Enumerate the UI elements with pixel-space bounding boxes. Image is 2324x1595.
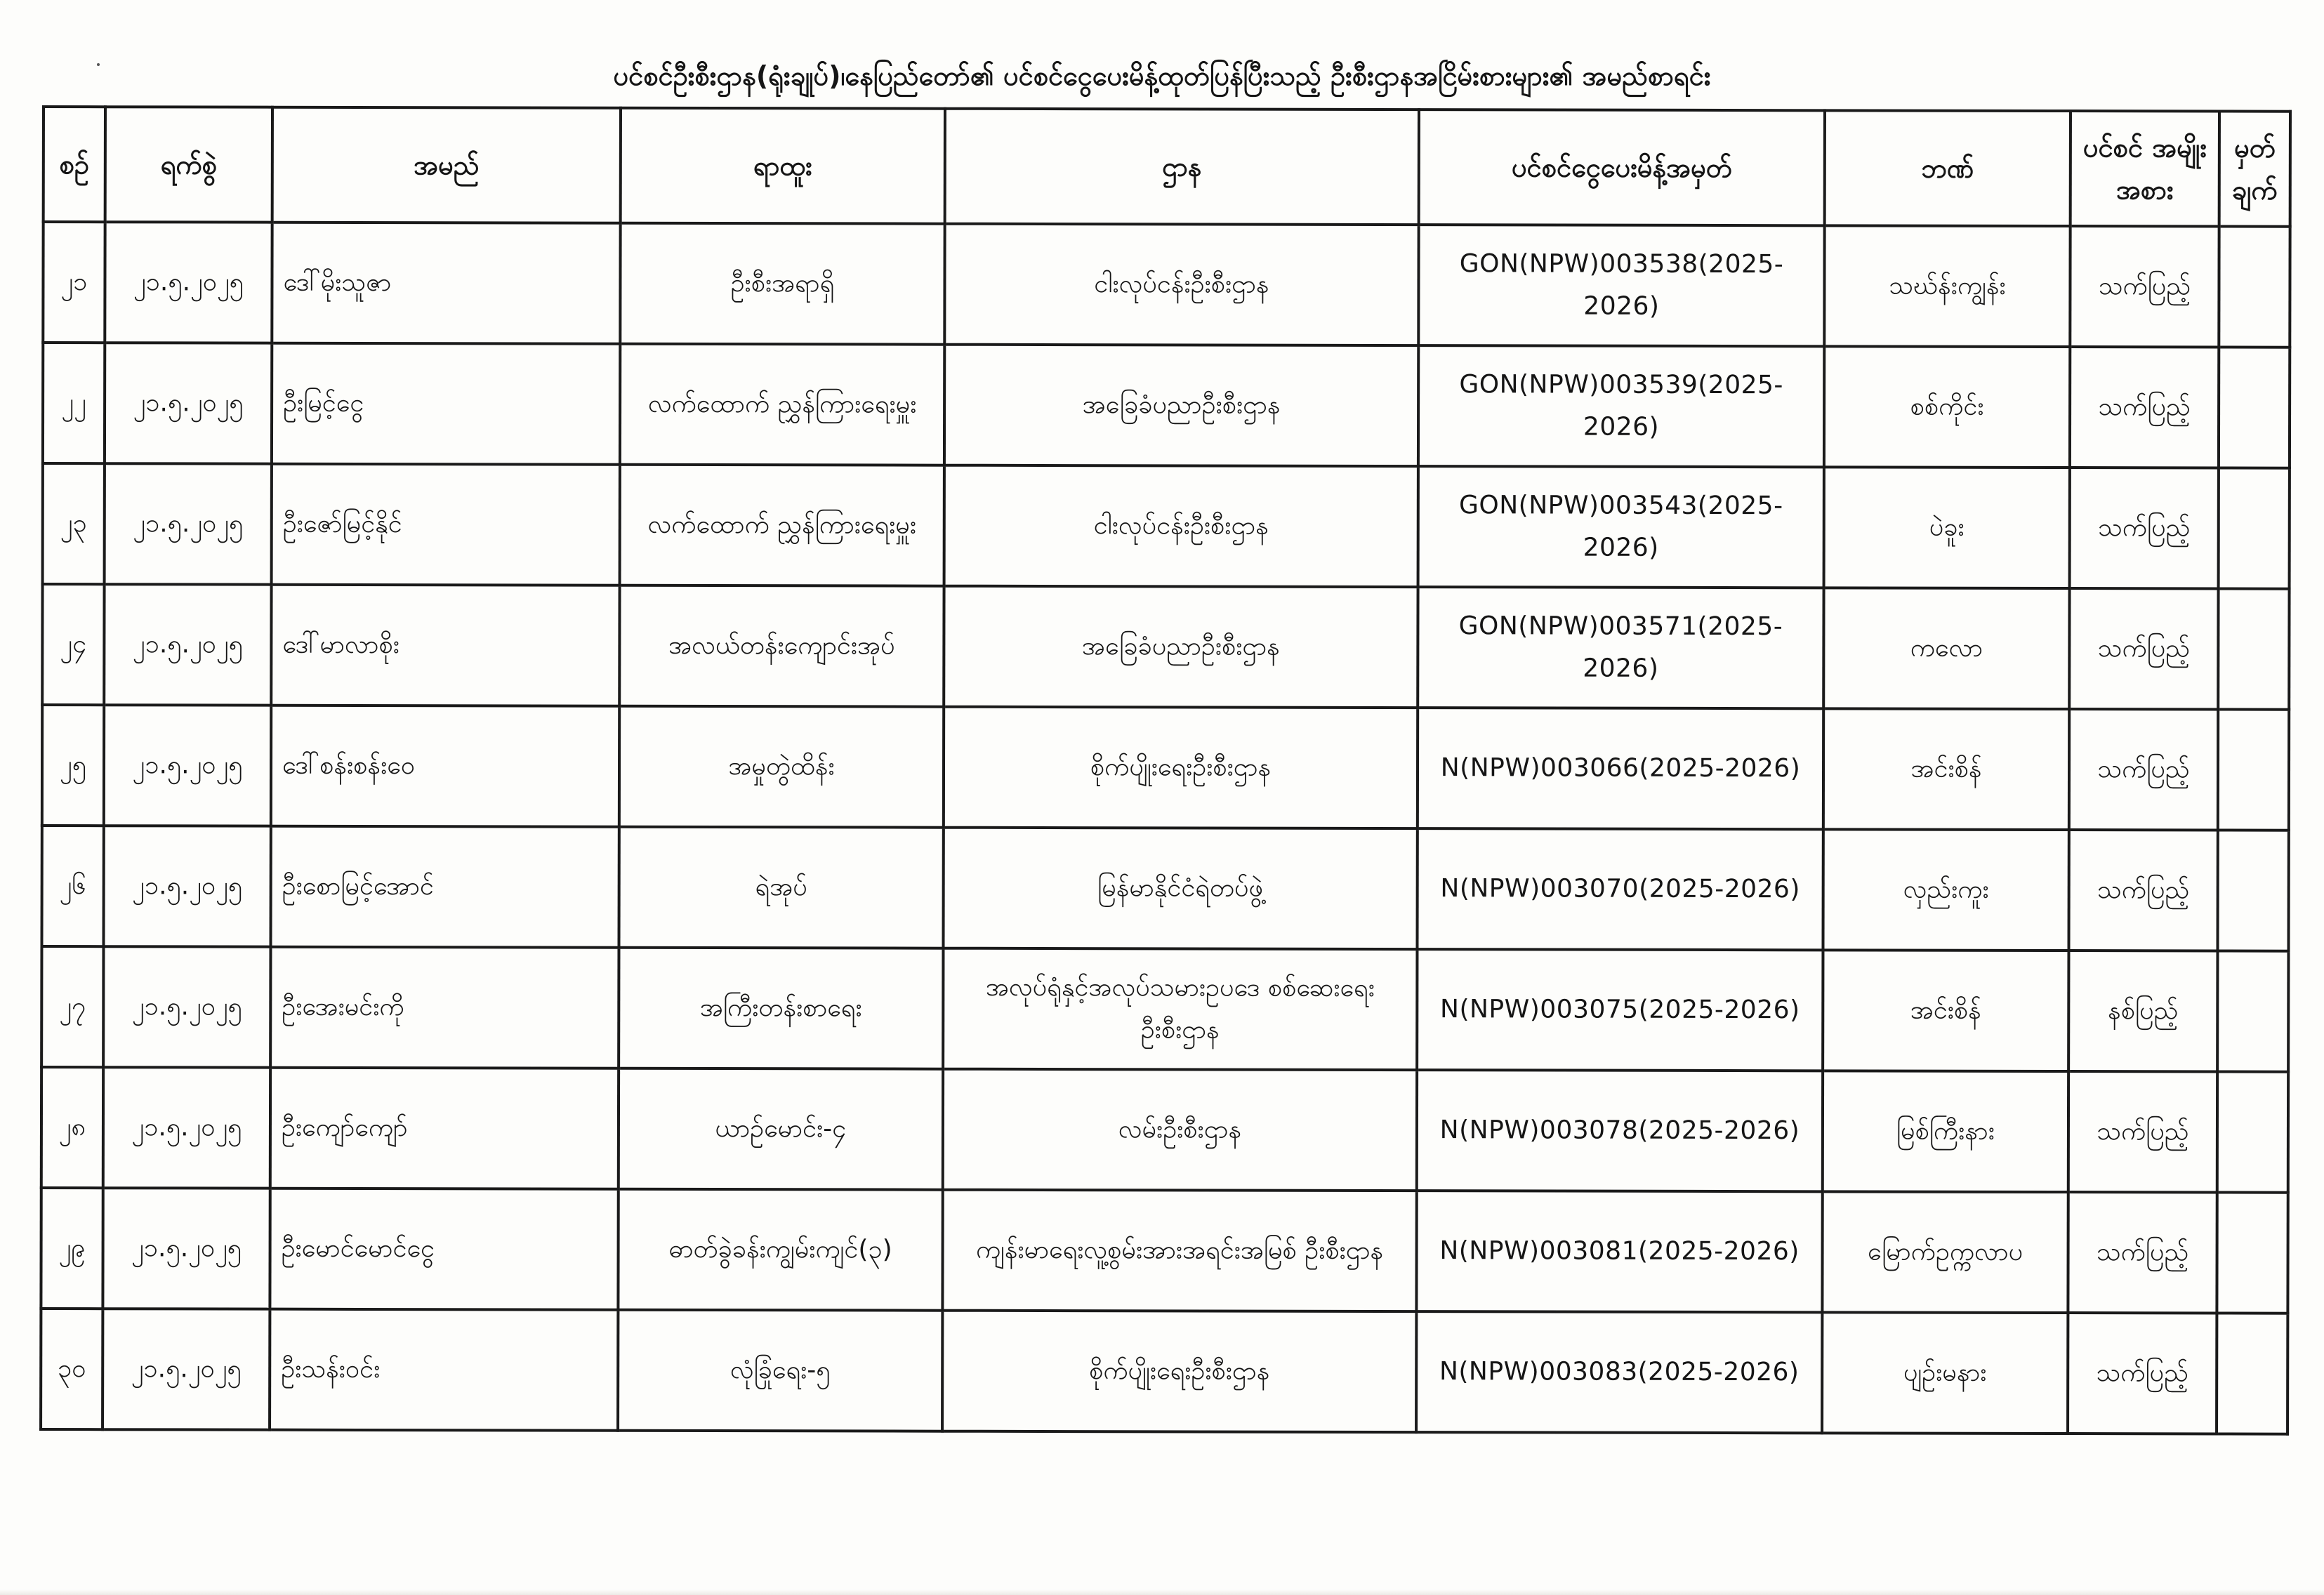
table-header-row <box>44 107 2290 227</box>
cell-rank: လုံခြုံရေး-၅ <box>618 1310 942 1431</box>
cell-order-no: N(NPW)003083(2025-2026) <box>1416 1311 1822 1433</box>
cell-location: ပျဉ်းမနား <box>1822 1312 2068 1434</box>
header-location: ဘဏ် <box>1825 110 2071 226</box>
cell-department: လမ်းဦးစီးဌာန <box>943 1069 1417 1191</box>
cell-remark <box>2217 951 2288 1071</box>
cell-date: ၂၁.၅.၂၀၂၅ <box>104 705 271 826</box>
cell-pension-type: သက်ပြည့် <box>2068 830 2217 951</box>
cell-name: ဦးအေးမင်းကို <box>270 947 619 1068</box>
cell-serial: ၂၃ <box>43 463 105 584</box>
cell-department: အလုပ်ရုံနှင့်အလုပ်သမားဥပဒေ စစ်ဆေးရေးဦးစီးဌာန <box>943 948 1417 1070</box>
cell-date: ၂၁.၅.၂၀၂၅ <box>103 1067 270 1188</box>
table-row <box>42 705 2289 830</box>
pensioner-table <box>39 105 2292 1436</box>
cell-date: ၂၁.၅.၂၀၂၅ <box>103 1309 270 1429</box>
cell-location: အင်းစိန် <box>1823 708 2069 830</box>
cell-remark <box>2217 1071 2288 1192</box>
cell-department: စိုက်ပျိုးရေးဦးစီးဌာန <box>944 707 1418 828</box>
page-title: ပင်စင်ဦးစီးဌာန(ရုံးချုပ်)၊နေပြည်တော်၏ ပင်စင်ငွေပေးမိန့်ထုတ်ပြန်ပြီးသည့် ဦးစီးဌာနအငြိမ်းစားများ၏ အမည်စာရင်း <box>613 60 1711 91</box>
cell-order-no: N(NPW)003066(2025-2026) <box>1418 708 1823 829</box>
cell-rank: အကြီးတန်းစာရေး <box>619 948 943 1069</box>
cell-rank: ဓာတ်ခွဲခန်းကျွမ်းကျင်(၃) <box>618 1189 942 1311</box>
cell-serial: ၂၅ <box>42 705 104 826</box>
cell-rank: ရဲအုပ် <box>619 827 943 948</box>
cell-order-no: GON(NPW)003538(2025-2026) <box>1418 225 1824 346</box>
cell-serial: ၂၉ <box>41 1188 103 1309</box>
cell-name: ဦးသန်းဝင်း <box>270 1309 618 1431</box>
header-pension-type: ပင်စင် အမျိုးအစား <box>2071 111 2219 226</box>
cell-department: မြန်မာနိုင်ငံရဲတပ်ဖွဲ့ <box>943 828 1417 949</box>
table-row <box>41 826 2288 951</box>
header-remark: မှတ် ချက် <box>2219 111 2290 226</box>
cell-department: ငါးလုပ်ငန်းဦးစီးဌာန <box>944 224 1418 345</box>
cell-date: ၂၁.၅.၂၀၂၅ <box>105 463 272 584</box>
table-row <box>41 1067 2288 1193</box>
cell-serial: ၂၆ <box>41 826 103 946</box>
header-department: ဌာန <box>945 109 1419 225</box>
cell-rank: ဦးစီးအရာရှိ <box>620 223 944 345</box>
cell-department: ကျန်းမာရေးလူ့စွမ်းအားအရင်းအမြစ် ဦးစီးဌာန <box>942 1190 1416 1311</box>
cell-order-no: GON(NPW)003543(2025-2026) <box>1418 466 1824 588</box>
cell-pension-type: သက်ပြည့် <box>2069 709 2218 830</box>
cell-department: အခြေခံပညာဦးစီးဌာန <box>944 345 1418 466</box>
cell-remark <box>2217 830 2288 951</box>
cell-rank: အလယ်တန်းကျောင်းအုပ် <box>619 585 944 707</box>
table-row <box>41 946 2288 1072</box>
cell-rank: လက်ထောက် ညွှန်ကြားရေးမှူး <box>620 344 944 465</box>
cell-serial: ၂၄ <box>42 584 104 705</box>
cell-location: သဃ်န်းကျွန်း <box>1824 225 2070 347</box>
cell-order-no: N(NPW)003078(2025-2026) <box>1417 1070 1823 1191</box>
cell-serial: ၂၂ <box>43 343 105 463</box>
table-row <box>41 1309 2287 1434</box>
cell-pension-type: သက်ပြည့် <box>2070 468 2219 588</box>
table-row <box>43 222 2290 348</box>
cell-order-no: GON(NPW)003539(2025-2026) <box>1418 345 1824 467</box>
cell-date: ၂၁.၅.၂၀၂၅ <box>103 946 270 1067</box>
cell-location: အင်းစိန် <box>1823 950 2068 1071</box>
cell-name: ဦးဇော်မြင့်နိုင် <box>272 464 620 585</box>
cell-serial: ၂၈ <box>41 1067 103 1188</box>
cell-name: ဒေါ်စန်းစန်းဝေ <box>271 706 619 827</box>
cell-serial: ၂၇ <box>41 946 103 1067</box>
cell-pension-type: သက်ပြည့် <box>2068 1071 2217 1192</box>
cell-pension-type: သက်ပြည့် <box>2070 226 2219 347</box>
cell-remark <box>2217 1192 2287 1313</box>
cell-pension-type: သက်ပြည့် <box>2068 1313 2217 1434</box>
cell-pension-type: သက်ပြည့် <box>2068 1192 2217 1313</box>
cell-location: ကလော <box>1823 588 2069 709</box>
cell-pension-type: သက်ပြည့် <box>2070 347 2219 468</box>
cell-remark <box>2218 588 2289 709</box>
cell-pension-type: နစ်ပြည့် <box>2068 951 2217 1071</box>
table-row <box>43 343 2290 468</box>
cell-date: ၂၁.၅.၂၀၂၅ <box>105 343 272 463</box>
cell-name: ဦးမောင်မောင်ငွေ <box>270 1189 618 1310</box>
cell-department: ငါးလုပ်ငန်းဦးစီးဌာန <box>944 465 1418 587</box>
cell-department: စိုက်ပျိုးရေးဦးစီးဌာန <box>942 1311 1416 1432</box>
cell-order-no: GON(NPW)003571(2025-2026) <box>1418 587 1823 708</box>
cell-pension-type: သက်ပြည့် <box>2069 588 2218 709</box>
cell-remark <box>2218 709 2289 830</box>
cell-date: ၂၁.၅.၂၀၂၅ <box>103 1188 270 1309</box>
cell-name: ဦးစောမြင့်အောင် <box>270 826 619 948</box>
header-name: အမည် <box>272 107 621 223</box>
cell-date: ၂၁.၅.၂၀၂၅ <box>104 584 271 705</box>
cell-name: ဒေါ်မိုးသူဇာ <box>272 223 620 344</box>
cell-rank: အမှုတွဲထိန်း <box>619 706 944 828</box>
cell-date: ၂၁.၅.၂၀၂၅ <box>103 826 270 946</box>
cell-rank: လက်ထောက် ညွှန်ကြားရေးမှူး <box>620 465 944 586</box>
cell-name: ဒေါ်မာလာစိုး <box>271 585 619 706</box>
header-rank: ရာထူး <box>621 108 945 224</box>
header-serial: စဉ် <box>44 107 105 222</box>
table-row <box>41 1188 2287 1313</box>
cell-remark <box>2219 226 2290 347</box>
scan-speck <box>97 63 100 66</box>
scan-edge <box>0 1589 2324 1595</box>
cell-department: အခြေခံပညာဦးစီးဌာန <box>944 586 1418 708</box>
cell-name: ဦးမြင့်ငွေ <box>272 343 620 465</box>
cell-name: ဦးကျော်ကျော် <box>270 1068 619 1189</box>
table-row <box>43 463 2290 589</box>
cell-serial: ၃၀ <box>41 1309 103 1429</box>
cell-order-no: N(NPW)003070(2025-2026) <box>1417 828 1823 950</box>
cell-location: မြောက်ဥက္ကလာပ <box>1822 1191 2068 1313</box>
cell-remark <box>2219 347 2290 468</box>
cell-order-no: N(NPW)003081(2025-2026) <box>1416 1191 1822 1312</box>
cell-location: ပဲခူး <box>1824 467 2070 588</box>
cell-order-no: N(NPW)003075(2025-2026) <box>1417 949 1823 1071</box>
cell-location: မြစ်ကြီးနား <box>1823 1071 2068 1192</box>
cell-rank: ယာဉ်မောင်း-၄ <box>619 1068 943 1190</box>
table-row <box>42 584 2289 710</box>
cell-remark <box>2219 468 2290 588</box>
cell-location: စစ်ကိုင်း <box>1824 346 2070 468</box>
cell-date: ၂၁.၅.၂၀၂၅ <box>105 222 272 343</box>
cell-location: လှည်းကူး <box>1823 829 2068 951</box>
header-date: ရက်စွဲ <box>105 107 272 222</box>
header-order-no: ပင်စင်ငွေပေးမိန့်အမှတ် <box>1419 110 1825 225</box>
cell-serial: ၂၁ <box>43 222 105 343</box>
cell-remark <box>2217 1313 2287 1434</box>
